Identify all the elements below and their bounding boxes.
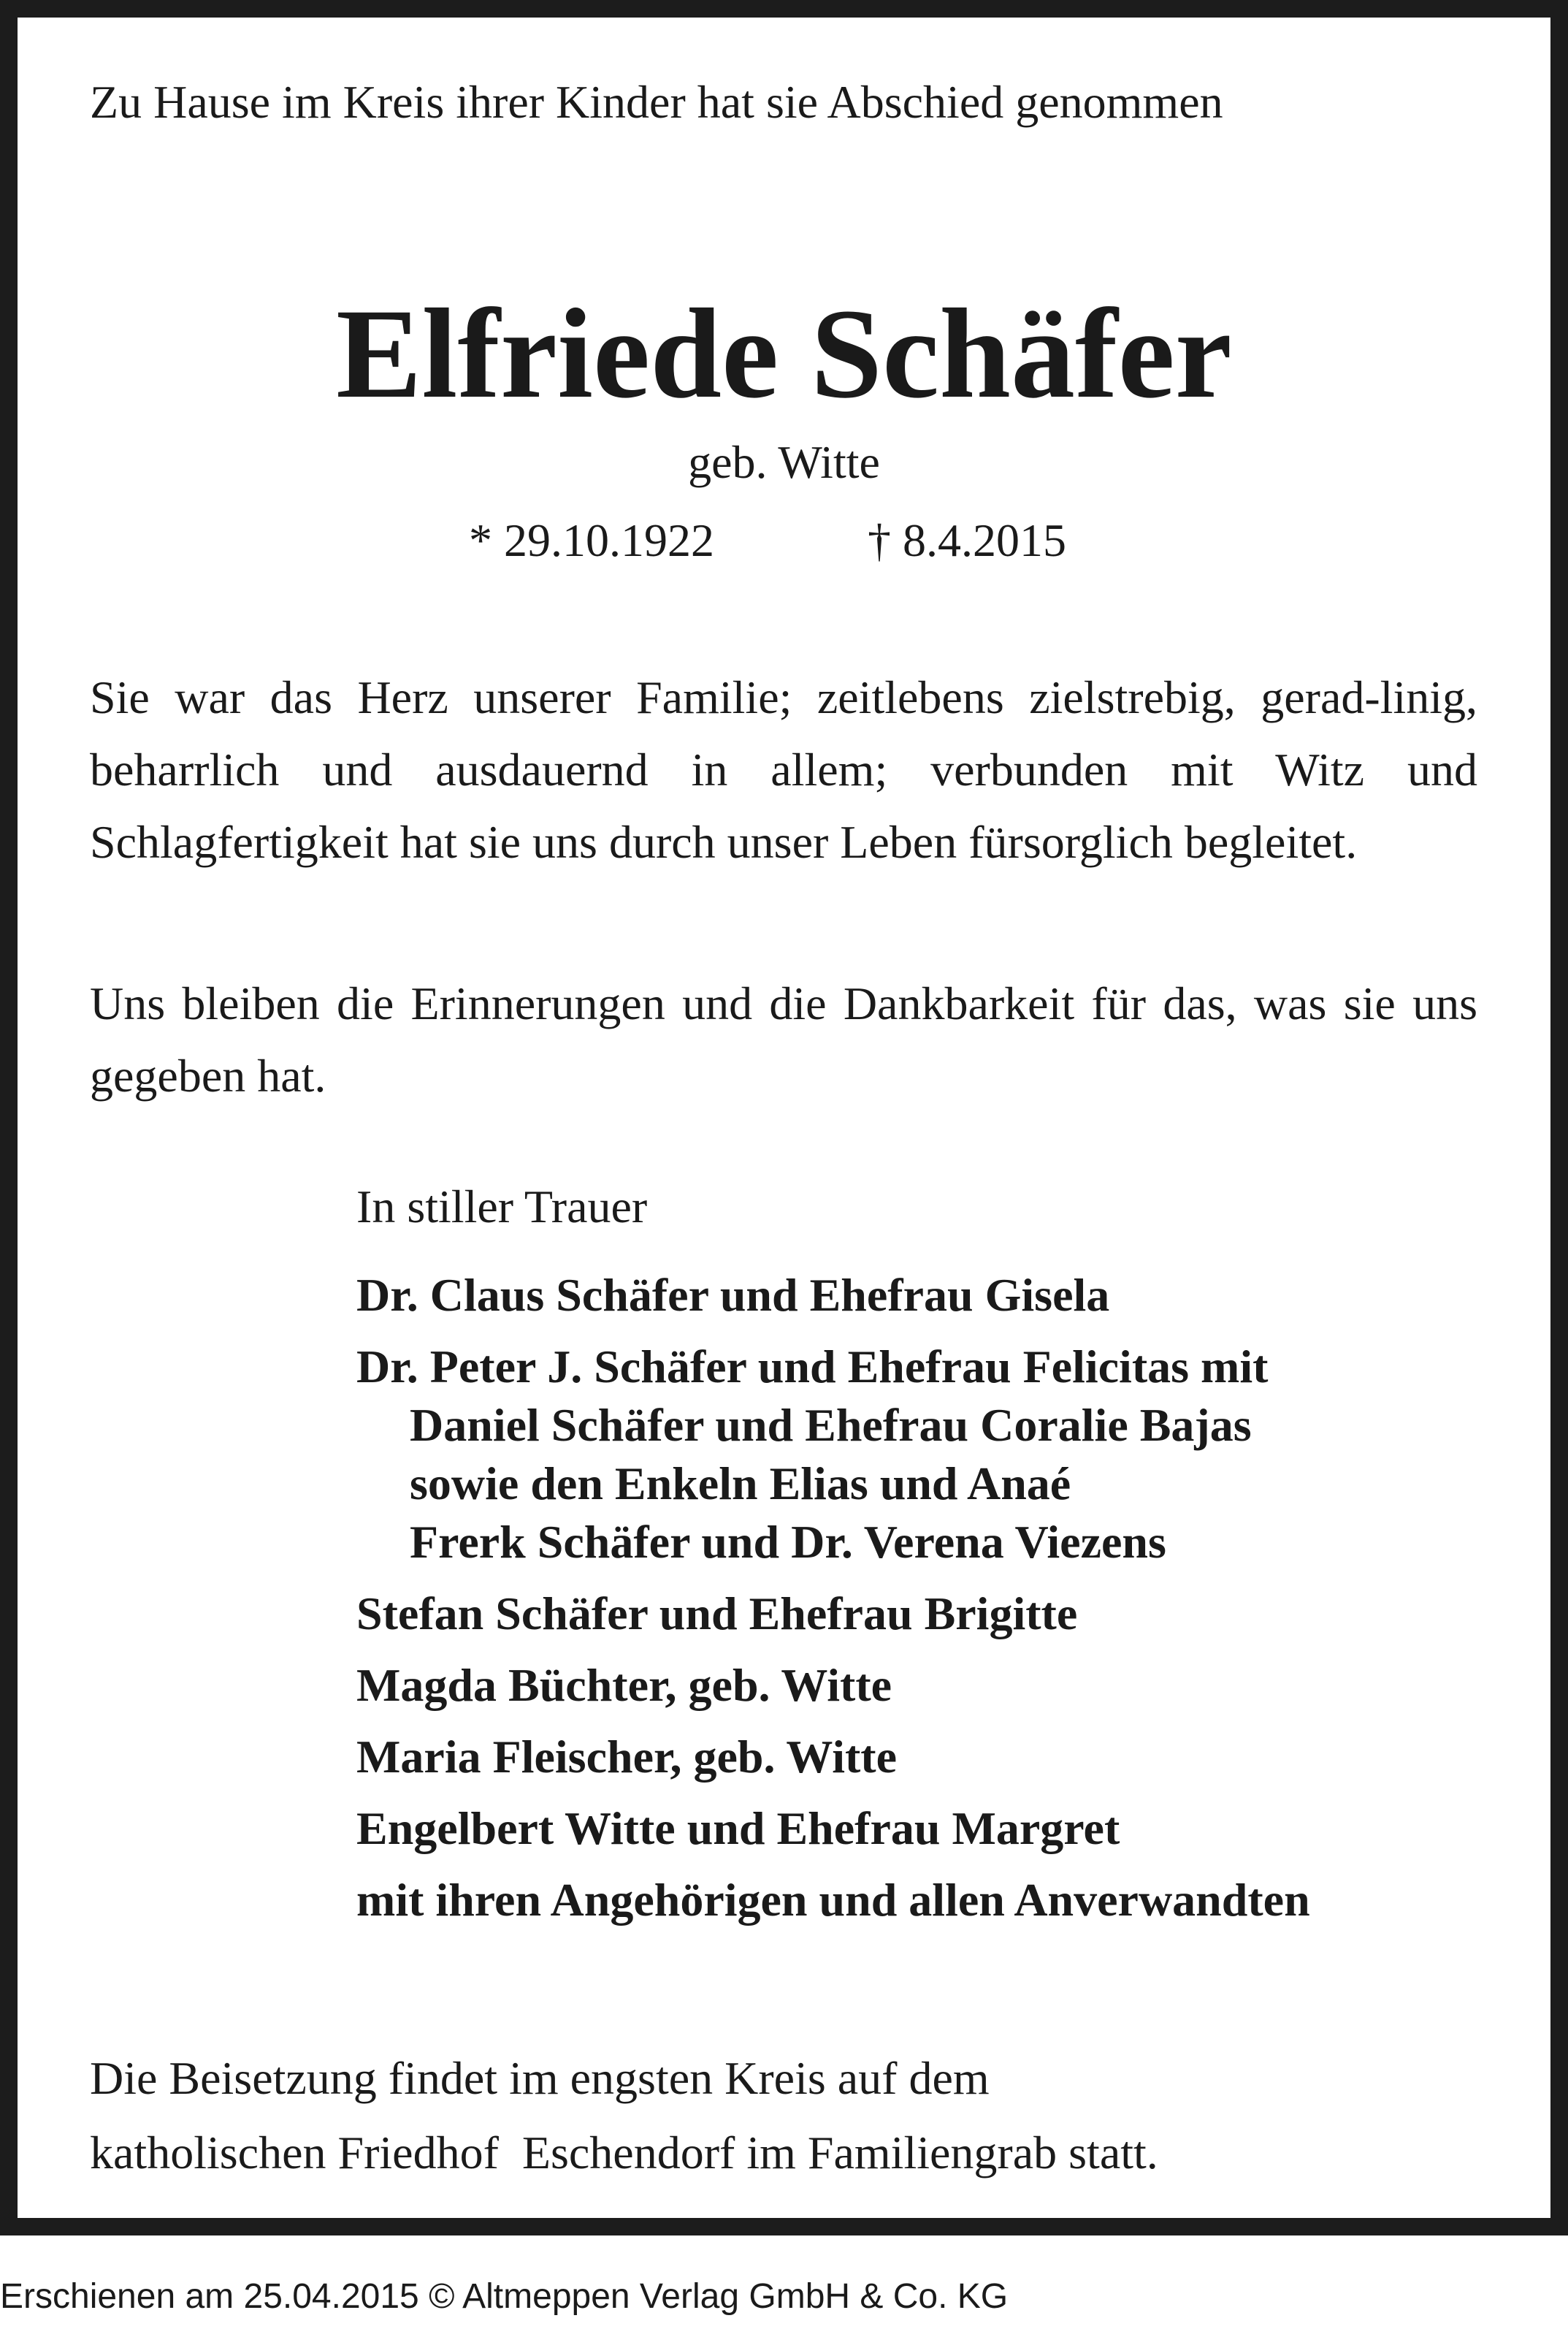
mourners-list [356,1266,1310,1929]
funeral-notice [90,2041,1477,2190]
tribute-paragraph: Sie war das Herz unserer Familie; zeitlebens zielstrebig, gerad-linig, beharrlich und ausdauernd in allem; verbunden mit Witz und Schlagfertigkeit hat sie uns durch unser Leben fürsorglich begleitet. [90,671,1477,868]
funeral-line: katholischen Friedhof Eschendorf im Familiengrab statt. [90,2127,1158,2179]
publication-footer: Erschienen am 25.04.2015 © Altmeppen Verlag GmbH & Co. KG [0,2277,1009,2316]
deceased-name: Elfriede Schäfer [336,283,1232,425]
mourner-entry: Dr. Claus Schäfer und Ehefrau Gisela [356,1269,1110,1321]
birth-date: * 29.10.1922 [469,514,714,566]
mourner-entry: Engelbert Witte und Ehefrau Margret [356,1802,1120,1854]
mourning-line: In stiller Trauer [356,1181,648,1232]
gratitude-paragraph: Uns bleiben die Erinnerungen und die Dankbarkeit für das, was sie uns gegeben hat. [90,977,1477,1102]
mourner-entry: Dr. Peter J. Schäfer und Ehefrau Felicitas mit [356,1341,1269,1392]
mourner-entry: mit ihren Angehörigen und allen Anverwandten [356,1874,1310,1926]
mourner-entry: Frerk Schäfer und Dr. Verena Viezens [410,1516,1166,1568]
funeral-line: Die Beisetzung findet im engsten Kreis auf dem [90,2052,990,2104]
mourner-entry: Stefan Schäfer und Ehefrau Brigitte [356,1587,1078,1639]
mourner-entry: sowie den Enkeln Elias und Anaé [410,1457,1071,1509]
mourner-entry: Maria Fleischer, geb. Witte [356,1731,897,1783]
intro-line: Zu Hause im Kreis ihrer Kinder hat sie Abschied genommen [90,76,1223,128]
maiden-name: geb. Witte [688,436,880,488]
mourner-entry: Magda Büchter, geb. Witte [356,1659,892,1711]
mourner-entry: Daniel Schäfer und Ehefrau Coralie Bajas [410,1399,1252,1451]
death-date: † 8.4.2015 [868,514,1066,566]
